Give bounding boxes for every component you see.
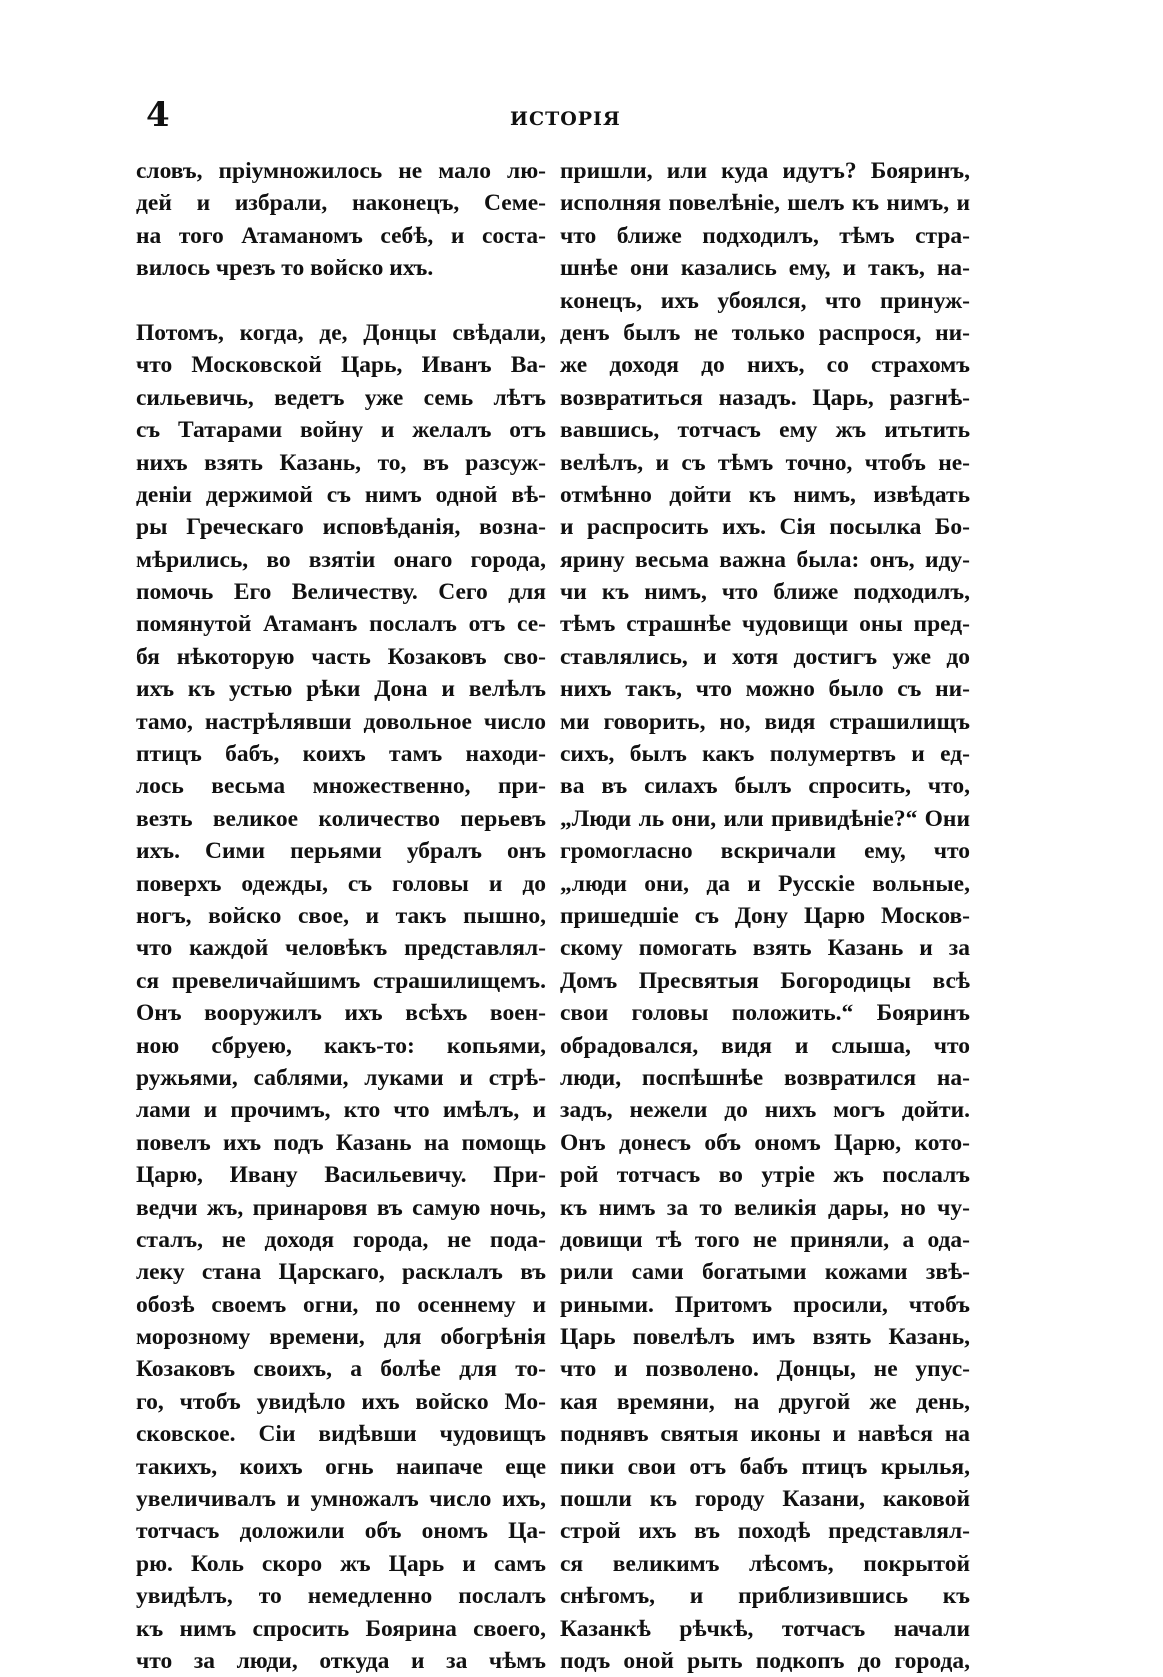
text-line: скому помогать взять Казань и за: [560, 935, 970, 962]
text-line: сталъ, не доходя города, не пода-: [136, 1226, 546, 1253]
text-line: морозному времени, для обогрѣнія: [136, 1324, 546, 1351]
text-line: отмѣнно дойти къ нимъ, извѣдать: [560, 481, 970, 508]
text-line: рю. Коль скоро жъ Царь и самъ: [136, 1550, 546, 1577]
text-line: къ нимъ спросить Боярина своего,: [136, 1615, 546, 1642]
text-line: лами и прочимъ, кто что имѣлъ, и: [136, 1097, 546, 1124]
text-line: довищи тѣ того не приняли, а ода-: [560, 1226, 970, 1253]
text-line: громогласно вскричали ему, что: [560, 838, 970, 865]
text-line: ставлялись, и хотя достигъ уже до: [560, 643, 970, 670]
text-line: рой тотчасъ во утріе жъ послалъ: [560, 1162, 970, 1189]
text-line: риными. Притомъ просили, чтобъ: [560, 1291, 970, 1318]
left-column: [136, 155, 546, 1677]
text-line: ся великимъ лѣсомъ, покрытой: [560, 1550, 970, 1577]
text-line: Царь повелѣлъ имъ взять Казань,: [560, 1324, 970, 1351]
text-line: что Московской Царь, Иванъ Ва-: [136, 352, 546, 379]
text-line: денъ былъ не только распрося, ни-: [560, 319, 970, 346]
text-line: и распросить ихъ. Сія посылка Бо-: [560, 514, 970, 541]
text-line: дей и избрали, наконецъ, Семе-: [136, 190, 546, 217]
text-line: что каждой человѣкъ представлял-: [136, 935, 546, 962]
paragraph-gap: [136, 285, 546, 317]
text-line: леку стана Царскаго, расклалъ въ: [136, 1259, 546, 1286]
text-line: ногъ, войско свое, и такъ пышно,: [136, 902, 546, 929]
text-line: везть великое количество перьевъ: [136, 805, 546, 832]
text-line: ва въ силахъ былъ спросить, что,: [560, 773, 970, 800]
text-line: тѣмъ страшнѣе чудовищи оны пред-: [560, 611, 970, 638]
text-line: Онъ донесъ объ ономъ Царю, кото-: [560, 1129, 970, 1156]
running-title: ИСТОРІЯ: [510, 108, 621, 130]
text-line: что и позволено. Донцы, не упус-: [560, 1356, 970, 1383]
text-line: Потомъ, когда, де, Донцы свѣдали,: [136, 319, 546, 346]
text-line: поднявъ святыя иконы и навѣся на: [560, 1421, 970, 1448]
text-line: птицъ бабъ, коихъ тамъ находи-: [136, 741, 546, 768]
page-number: 4: [146, 95, 170, 135]
text-line: ми говорить, но, видя страшилищъ: [560, 708, 970, 735]
text-line: пошли къ городу Казани, каковой: [560, 1486, 970, 1513]
text-line: же доходя до нихъ, со страхомъ: [560, 352, 970, 379]
text-line: помочь Его Величеству. Сего для: [136, 579, 546, 606]
text-line: нихъ такъ, что можно было съ ни-: [560, 676, 970, 703]
text-line: Царю, Ивану Васильевичу. При-: [136, 1162, 546, 1189]
text-line: строй ихъ въ походѣ представлял-: [560, 1518, 970, 1545]
text-line: тамо, настрѣлявши довольное число: [136, 708, 546, 735]
text-line: сильевичь, ведетъ уже семь лѣтъ: [136, 384, 546, 411]
text-line: свои головы положить.“ Бояринъ: [560, 1000, 970, 1027]
text-line: ною сбруею, какъ-то: копьями,: [136, 1032, 546, 1059]
text-line: Козаковъ своихъ, а болѣе для то-: [136, 1356, 546, 1383]
text-line: вилось чрезъ то войско ихъ.: [136, 255, 434, 282]
text-line: ихъ къ устью рѣки Дона и велѣлъ: [136, 676, 546, 703]
text-line: Домъ Пресвятыя Богородицы всѣ: [560, 967, 970, 994]
text-line: шнѣе они казались ему, и такъ, на-: [560, 255, 970, 282]
text-line: что за люди, откуда и за чѣмъ: [136, 1647, 546, 1674]
text-line: на того Атаманомъ себѣ, и соста-: [136, 222, 546, 249]
text-line: деніи держимой съ нимъ одной вѣ-: [136, 481, 546, 508]
text-line: нихъ взять Казань, то, въ разсуж-: [136, 449, 546, 476]
text-line: ружьями, саблями, луками и стрѣ-: [136, 1064, 546, 1091]
text-line: Онъ вооружилъ ихъ всѣхъ воен-: [136, 1000, 546, 1027]
text-line: сковское. Сіи видѣвши чудовищъ: [136, 1421, 546, 1448]
text-line: ведчи жъ, принаровя въ самую ночь,: [136, 1194, 546, 1221]
text-line: велѣлъ, и съ тѣмъ точно, чтобъ не-: [560, 449, 970, 476]
text-line: исполняя повелѣніе, шелъ къ нимъ, и: [560, 190, 970, 217]
text-line: съ Татарами войну и желалъ отъ: [136, 417, 546, 444]
text-line: го, чтобъ увидѣло ихъ войско Мо-: [136, 1388, 546, 1415]
text-line: обозѣ своемъ огни, по осеннему и: [136, 1291, 546, 1318]
text-line: сихъ, былъ какъ полумертвъ и ед-: [560, 741, 970, 768]
text-line: Казанкѣ рѣчкѣ, тотчасъ начали: [560, 1615, 970, 1642]
text-line: пики свои отъ бабъ птицъ крылья,: [560, 1453, 970, 1480]
text-line: чи къ нимъ, что ближе подходилъ,: [560, 579, 970, 606]
text-line: тотчасъ доложили объ ономъ Ца-: [136, 1518, 546, 1545]
text-line: ярину весьма важна была: онъ, иду-: [560, 546, 970, 573]
text-line: задъ, нежели до нихъ могъ дойти.: [560, 1097, 970, 1124]
text-line: конецъ, ихъ убоялся, что принуж-: [560, 287, 970, 314]
text-line: такихъ, коихъ огнь наипаче еще: [136, 1453, 546, 1480]
text-line: ихъ. Сими перьями убралъ онъ: [136, 838, 546, 865]
paragraph: [136, 155, 546, 285]
text-line: обрадовался, видя и слыша, что: [560, 1032, 970, 1059]
text-line: вавшись, тотчасъ ему жъ итьтить: [560, 417, 970, 444]
text-line: бя нѣкоторую часть Козаковъ сво-: [136, 643, 546, 670]
text-line: повелъ ихъ подъ Казань на помощь: [136, 1129, 546, 1156]
text-line: мѣрились, во взятіи онаго города,: [136, 546, 546, 573]
text-line: помянутой Атаманъ послалъ отъ се-: [136, 611, 546, 638]
text-line: возвратиться назадъ. Царь, разгнѣ-: [560, 384, 970, 411]
text-line: что ближе подходилъ, тѣмъ стра-: [560, 222, 970, 249]
text-line: увеличивалъ и умножалъ число ихъ,: [136, 1486, 546, 1513]
text-line: подъ оной рыть подкопъ до города,: [560, 1647, 970, 1674]
text-line: ся превеличайшимъ страшилищемъ.: [136, 967, 546, 994]
text-line: кая времяни, на другой же день,: [560, 1388, 970, 1415]
right-column: [560, 155, 970, 1677]
text-line: словъ, пріумножилось не мало лю-: [136, 158, 546, 184]
text-line: къ нимъ за то великія дары, но чу-: [560, 1194, 970, 1221]
text-line: поверхъ одежды, съ головы и до: [136, 870, 546, 897]
text-line: снѣгомъ, и приблизившись къ: [560, 1583, 970, 1610]
text-line: люди, поспѣшнѣе возвратился на-: [560, 1064, 970, 1091]
text-line: лось весьма множественно, при-: [136, 773, 546, 800]
text-line: увидѣлъ, то немедленно послалъ: [136, 1583, 546, 1610]
text-line: ры Греческаго исповѣданія, возна-: [136, 514, 546, 541]
text-line: „Люди ль они, или привидѣніе?“ Они: [560, 805, 970, 832]
text-line: „люди они, да и Русскіе вольные,: [560, 870, 970, 897]
text-line: рили сами богатыми кожами звѣ-: [560, 1259, 970, 1286]
text-line: пришедшіе съ Дону Царю Москов-: [560, 902, 970, 929]
text-line: пришли, или куда идутъ? Бояринъ,: [560, 158, 970, 184]
paragraph: [136, 317, 546, 1677]
